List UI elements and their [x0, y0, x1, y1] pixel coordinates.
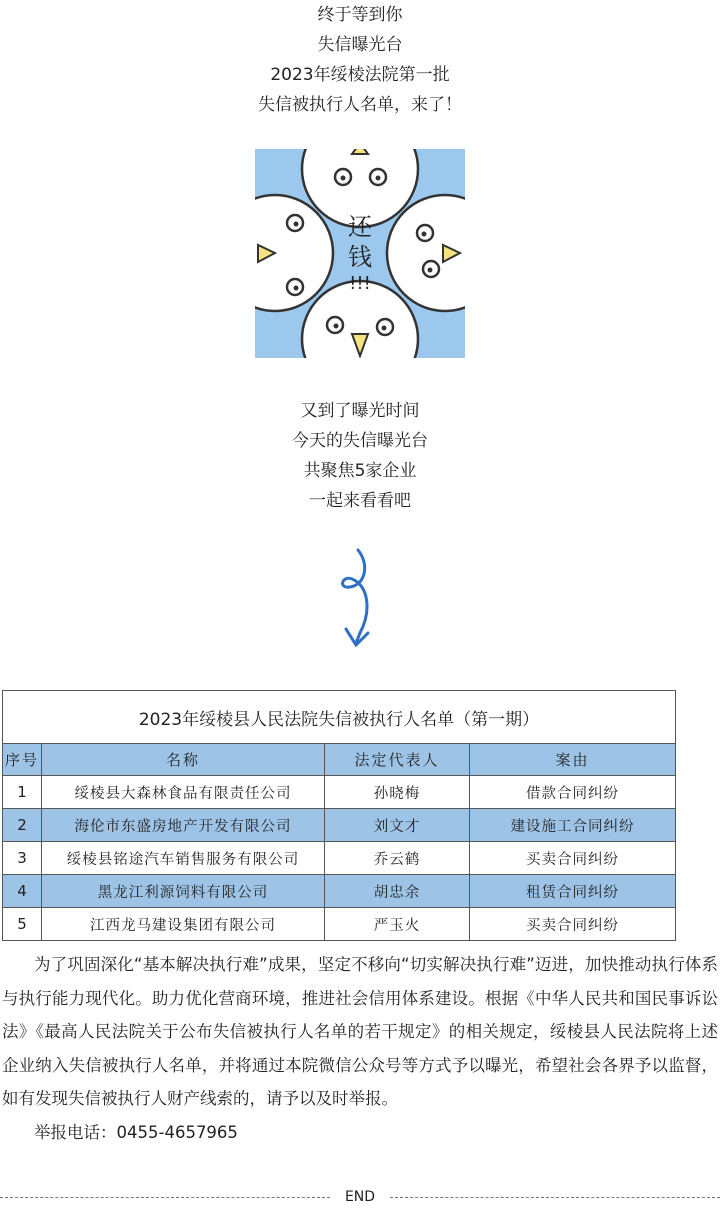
- col-header-name: 名称: [42, 744, 325, 776]
- row-cause: 借款合同纠纷: [470, 776, 676, 809]
- row-cause: 租赁合同纠纷: [470, 875, 676, 908]
- middle-line-4: 一起来看看吧: [309, 491, 411, 511]
- svg-text:钱: 钱: [348, 243, 372, 271]
- row-index: 4: [3, 875, 42, 908]
- col-header-representative: 法定代表人: [325, 744, 470, 776]
- middle-line-2: 今天的失信曝光台: [292, 431, 428, 451]
- announcement-body: [2, 948, 718, 1149]
- svg-text:还: 还: [348, 213, 372, 241]
- row-company: 黑龙江利源饲料有限公司: [42, 875, 325, 908]
- row-cause: 买卖合同纠纷: [470, 908, 676, 941]
- row-cause: 买卖合同纠纷: [470, 842, 676, 875]
- row-index: 2: [3, 809, 42, 842]
- table-row: [3, 776, 676, 809]
- svg-text:!!!: !!!: [349, 273, 371, 294]
- intro-text: [0, 0, 720, 120]
- middle-line-1: 又到了曝光时间: [300, 401, 420, 421]
- intro-line-2: 失信曝光台: [317, 35, 403, 55]
- announcement-paragraph: 为了巩固深化“基本解决执行难”成果，坚定不移向“切实解决执行难”迈进，加快推动执行体系与执行能力现代化。助力优化营商环境，推进社会信用体系建设。根据《中华人民共和国民事诉讼法》《最高人民法院关于公布失信被执行人名单的若干规定》的相关规定，绥棱县人民法院将上述企业纳入失信被执行人名单，并将通过本院微信公众号等方式予以曝光，希望社会各界予以监督，如有发现失信被执行人财产线索的，请予以及时举报。: [2, 955, 718, 1108]
- curly-arrow-down-icon: [330, 545, 390, 655]
- intro-line-4: 失信被执行人名单，来了！: [258, 95, 462, 115]
- row-representative: 严玉火: [325, 908, 470, 941]
- row-representative: 乔云鹤: [325, 842, 470, 875]
- birds-sticker-icon: [255, 149, 465, 358]
- table-row: [3, 908, 676, 941]
- col-header-index: 序号: [3, 744, 42, 776]
- end-divider: [0, 1188, 720, 1208]
- row-company: 江西龙马建设集团有限公司: [42, 908, 325, 941]
- row-representative: 胡忠余: [325, 875, 470, 908]
- col-header-cause: 案由: [470, 744, 676, 776]
- intro-line-3: 2023年绥棱法院第一批: [270, 65, 450, 85]
- row-company: 绥棱县铭途汽车销售服务有限公司: [42, 842, 325, 875]
- row-representative: 刘文才: [325, 809, 470, 842]
- row-index: 5: [3, 908, 42, 941]
- middle-line-3: 共聚焦5家企业: [303, 461, 417, 481]
- table-title: 2023年绥棱县人民法院失信被执行人名单（第一期）: [3, 691, 676, 744]
- row-company: 绥棱县大森林食品有限责任公司: [42, 776, 325, 809]
- intro-line-1: 终于等到你: [317, 5, 403, 25]
- table-row: [3, 809, 676, 842]
- row-cause: 建设施工合同纠纷: [470, 809, 676, 842]
- row-company: 海伦市东盛房地产开发有限公司: [42, 809, 325, 842]
- row-index: 1: [3, 776, 42, 809]
- table-row: [3, 875, 676, 908]
- sticker-image: [255, 149, 465, 358]
- middle-text: [0, 396, 720, 516]
- dishonest-list-table: [2, 690, 676, 941]
- table-row: [3, 842, 676, 875]
- report-hotline: 举报电话：0455-4657965: [34, 1122, 238, 1142]
- dash-right: [390, 1197, 720, 1198]
- row-index: 3: [3, 842, 42, 875]
- end-label: END: [344, 1189, 376, 1205]
- row-representative: 孙晓梅: [325, 776, 470, 809]
